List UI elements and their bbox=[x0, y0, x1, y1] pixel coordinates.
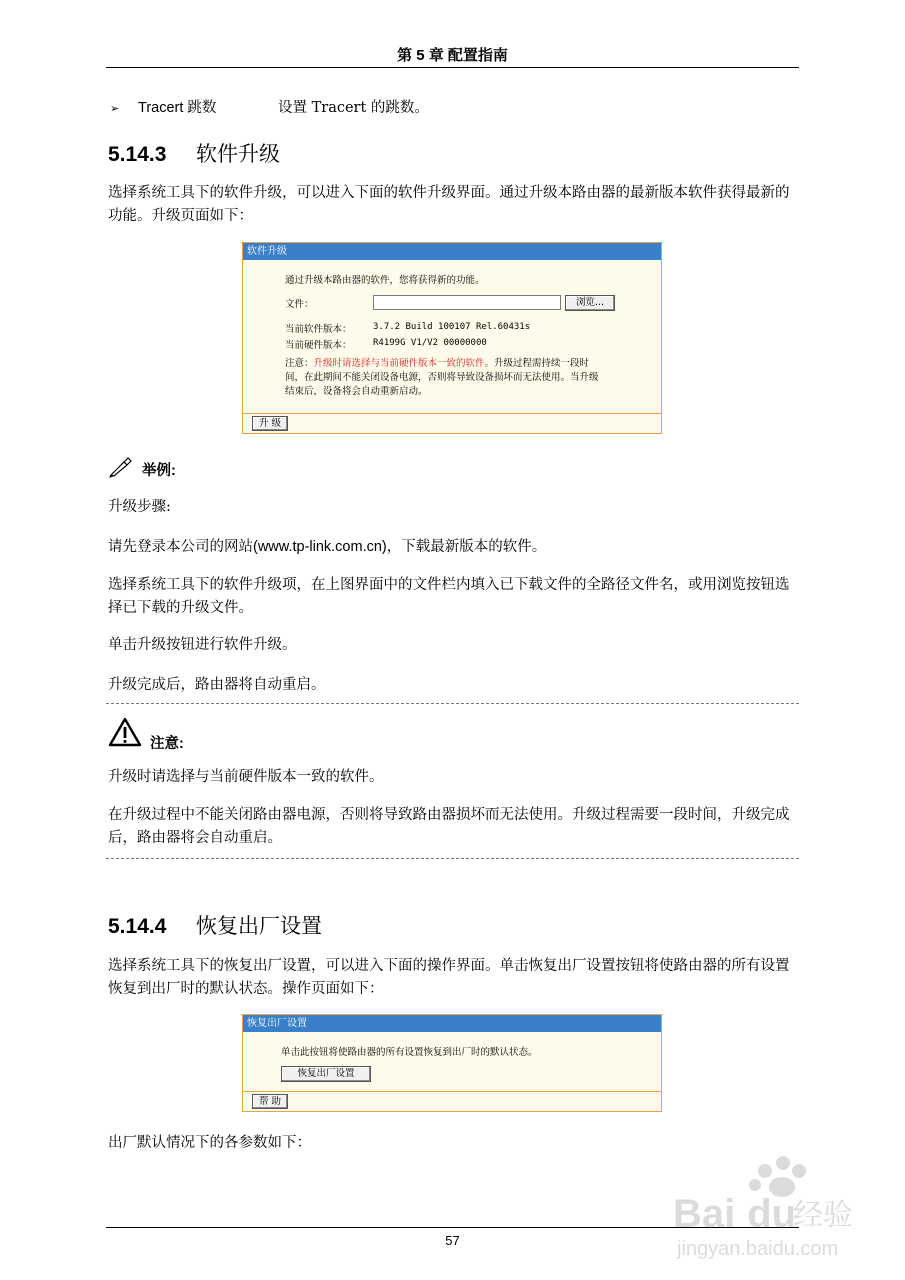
step-1-text: 请先登录本公司的网站 bbox=[108, 539, 253, 555]
pen-icon bbox=[108, 456, 134, 478]
step-3: 单击升级按钮进行软件升级。 bbox=[108, 637, 297, 653]
page-number: 57 bbox=[445, 1233, 460, 1248]
upgrade-panel-footer bbox=[243, 413, 661, 433]
file-input[interactable] bbox=[373, 295, 561, 310]
svg-text:Baidu bbox=[673, 1192, 796, 1236]
watermark-brand-2: du bbox=[747, 1192, 797, 1236]
section-number: 5.14.4 bbox=[108, 915, 167, 938]
note-rest-3: 结束后，设备将会自动重新启动。 bbox=[285, 386, 428, 397]
notice-top-divider bbox=[106, 703, 799, 704]
step-1 bbox=[108, 536, 798, 559]
step-4: 升级完成后，路由器将自动重启。 bbox=[108, 677, 326, 693]
notice-bottom-divider bbox=[106, 858, 799, 859]
note-rest-1: 升级过程需持续一段时 bbox=[494, 358, 590, 369]
notice-title: 注意: bbox=[150, 736, 184, 752]
section-title: 恢复出厂设置 bbox=[196, 914, 322, 938]
watermark-cn: 经验 bbox=[793, 1198, 853, 1233]
upgrade-description: 通过升级本路由器的软件，您将获得新的功能。 bbox=[285, 275, 485, 286]
bullet-desc: 设置 Tracert 的跳数。 bbox=[278, 100, 429, 116]
help-button[interactable]: 帮 助 bbox=[252, 1094, 288, 1109]
upgrade-button[interactable]: 升 级 bbox=[252, 416, 288, 431]
warning-icon bbox=[108, 717, 142, 747]
website-link[interactable]: (www.tp-link.com.cn) bbox=[253, 539, 387, 555]
step-2: 选择系统工具下的软件升级项，在上图界面中的文件栏内填入已下载文件的全路径文件名，或用浏览按钮选择已下载的升级文件。 bbox=[108, 577, 790, 616]
restore-panel bbox=[242, 1014, 662, 1112]
restore-intro: 选择系统工具下的恢复出厂设置，可以进入下面的操作界面。单击恢复出厂设置按钮将使路由器的所有设置恢复到出厂时的默认状态。操作页面如下： bbox=[108, 958, 790, 997]
hw-version-label: 当前硬件版本： bbox=[285, 340, 352, 351]
note-rest-2: 间，在此期间不能关闭设备电源，否则将导致设备损坏而无法使用。当升级 bbox=[285, 372, 599, 383]
example-title: 举例: bbox=[142, 463, 176, 479]
section-heading-restore bbox=[108, 910, 322, 940]
restore-factory-button[interactable]: 恢复出厂设置 bbox=[281, 1066, 371, 1082]
restore-description: 单击此按钮将使路由器的所有设置恢复到出厂时的默认状态。 bbox=[281, 1047, 538, 1058]
section-title: 软件升级 bbox=[196, 142, 280, 166]
sw-version-value: 3.7.2 Build 100107 Rel.60431s bbox=[373, 322, 531, 332]
upgrade-intro: 选择系统工具下的软件升级，可以进入下面的软件升级界面。通过升级本路由器的最新版本软件获得最新的功能。升级页面如下： bbox=[108, 185, 790, 224]
upgrade-panel-title: 软件升级 bbox=[243, 243, 661, 260]
note-prefix: 注意： bbox=[285, 358, 314, 369]
watermark-url: jingyan.baidu.com bbox=[677, 1238, 839, 1260]
notice-line-2: 在升级过程中不能关闭路由器电源，否则将导致路由器损坏而无法使用。升级过程需要一段时间，升级完成后，路由器将会自动重启。 bbox=[108, 807, 790, 846]
bullet-arrow-icon: ➢ bbox=[110, 102, 120, 115]
steps-title: 升级步骤: bbox=[108, 499, 171, 515]
file-label: 文件： bbox=[285, 299, 314, 310]
section-number: 5.14.3 bbox=[108, 143, 167, 166]
note-warning: 升级时请选择与当前硬件版本一致的软件。 bbox=[313, 358, 495, 369]
hw-version-value: R4199G V1/V2 00000000 bbox=[373, 338, 487, 348]
notice-line-1: 升级时请选择与当前硬件版本一致的软件。 bbox=[108, 769, 384, 785]
bullet-term: Tracert 跳数 bbox=[138, 100, 217, 116]
chapter-title: 第 5 章 配置指南 bbox=[397, 47, 508, 64]
restore-panel-footer bbox=[243, 1091, 661, 1111]
baidu-watermark bbox=[665, 1145, 865, 1275]
upgrade-note bbox=[285, 357, 625, 399]
tracert-bullet bbox=[110, 96, 429, 117]
restore-panel-title: 恢复出厂设置 bbox=[243, 1015, 661, 1032]
header-rule bbox=[106, 67, 799, 68]
step-1-text-end: ，下载最新版本的软件。 bbox=[386, 539, 547, 555]
closing-text: 出厂默认情况下的各参数如下： bbox=[108, 1135, 311, 1151]
watermark-brand: Bai bbox=[673, 1192, 736, 1236]
browse-button[interactable]: 浏览... bbox=[565, 295, 615, 311]
upgrade-panel bbox=[242, 242, 662, 434]
sw-version-label: 当前软件版本： bbox=[285, 324, 352, 335]
section-heading-upgrade bbox=[108, 138, 280, 168]
